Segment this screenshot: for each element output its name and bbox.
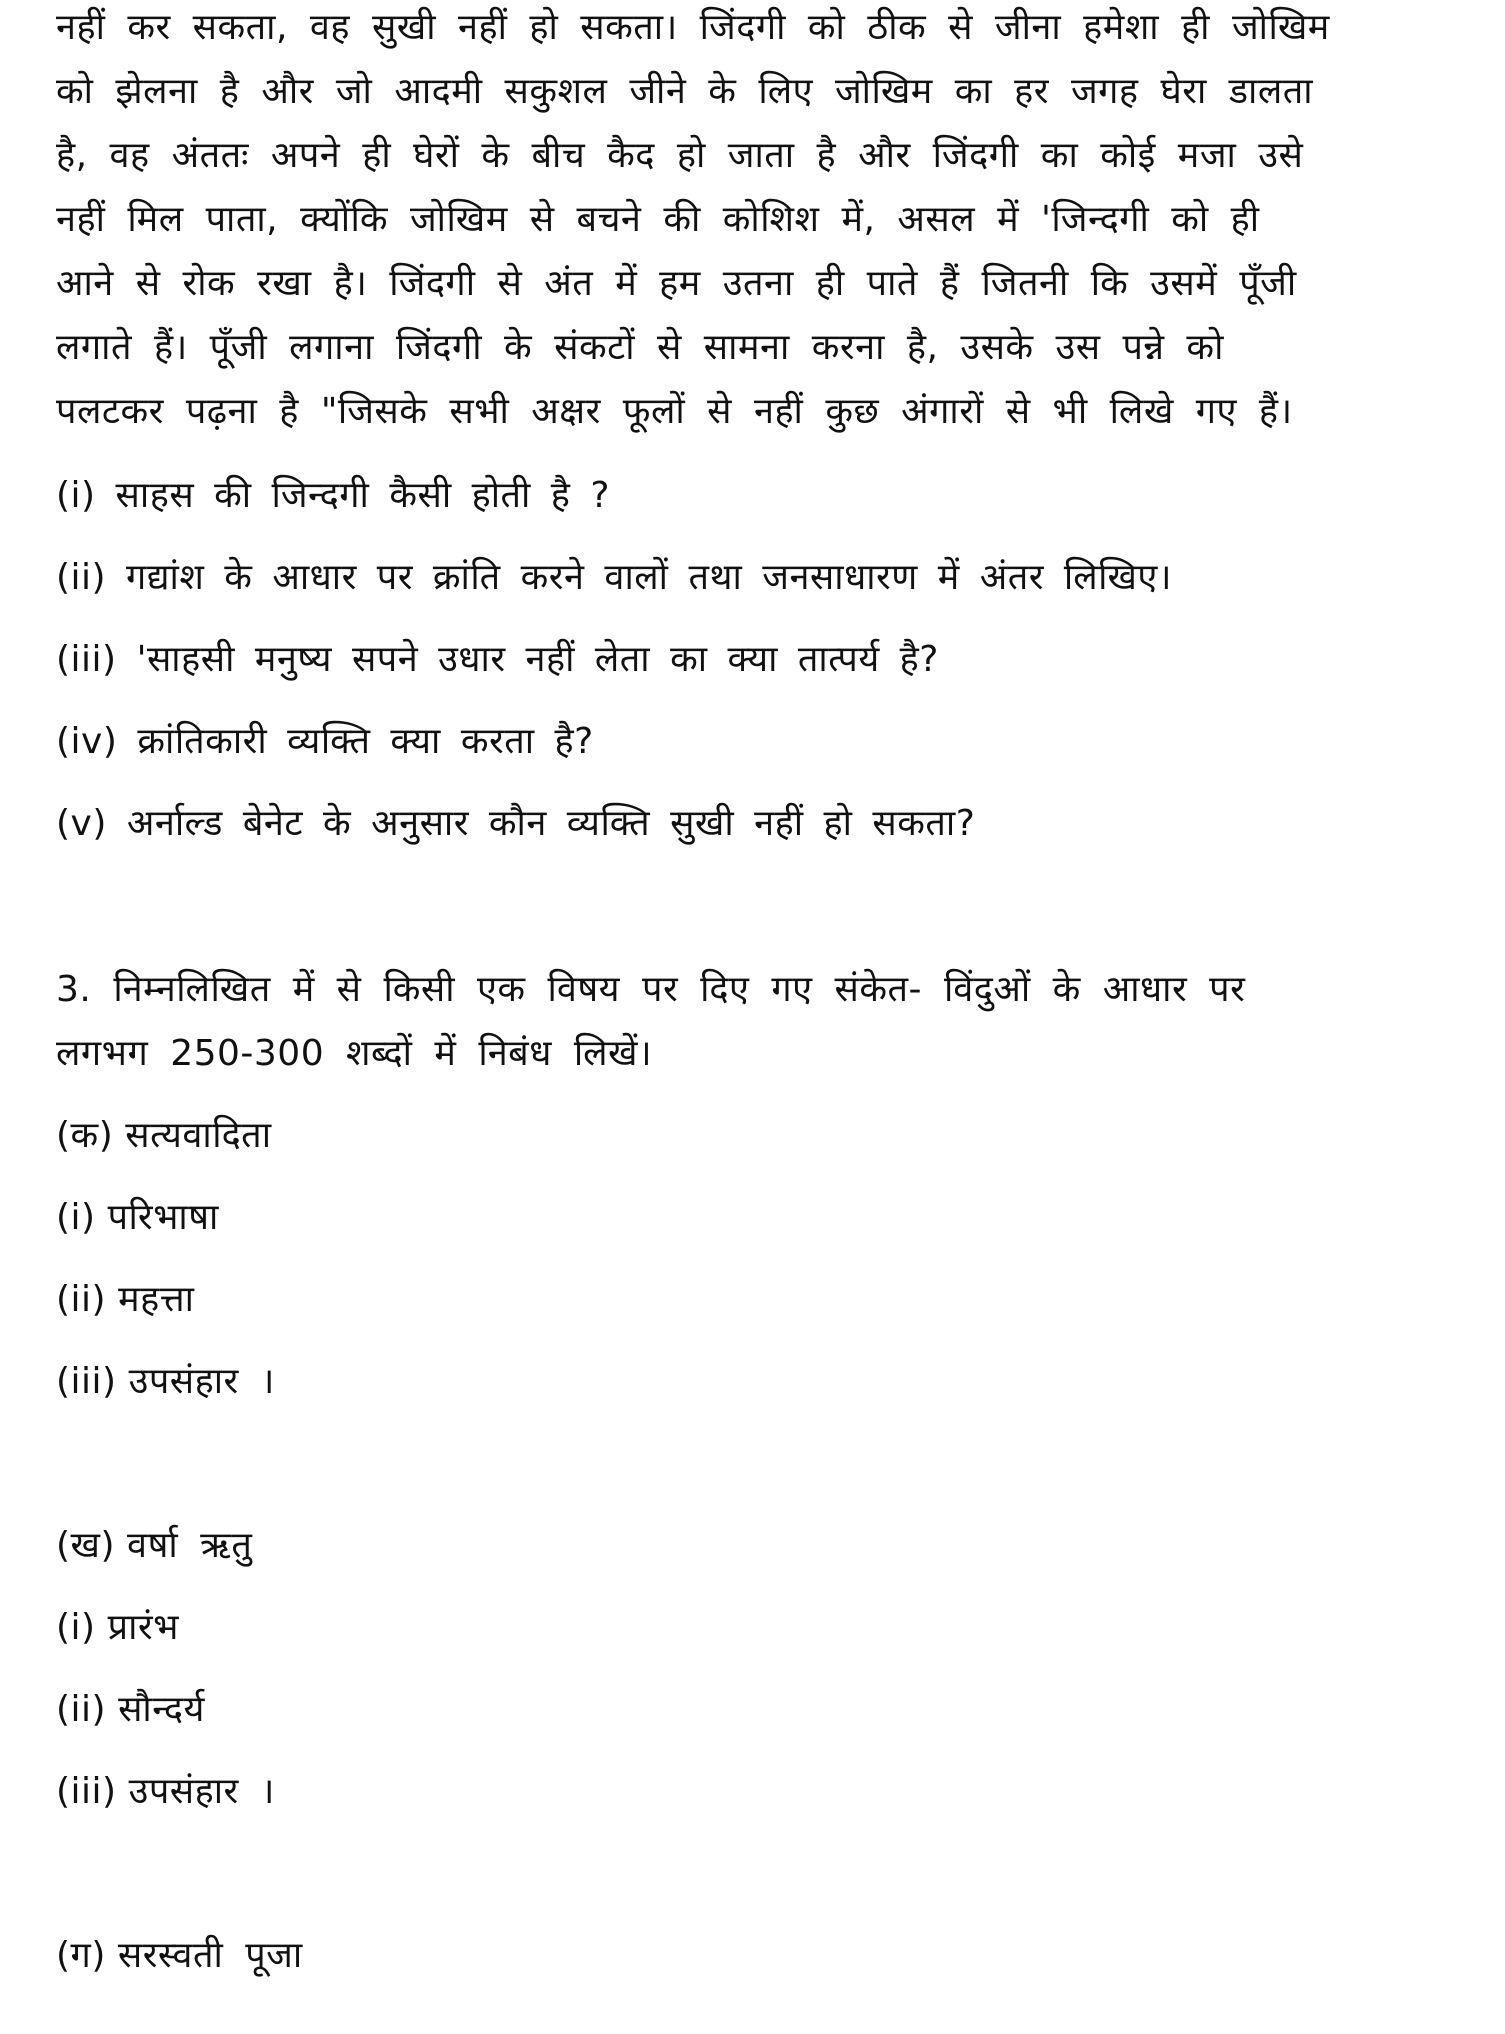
section-3-instruction bbox=[56, 966, 1245, 1014]
question-item bbox=[56, 800, 975, 848]
point-text: उपसंहार । bbox=[128, 1771, 275, 1812]
topic-title: वर्षा ऋतु bbox=[127, 1525, 253, 1566]
passage-line: लगाते हैं। पूँजी लगाना जिंदगी के संकटों से सामना करना है, उसके उस पन्ने को bbox=[56, 327, 1224, 368]
topic-point bbox=[56, 1276, 194, 1324]
question-label: (ii) bbox=[56, 557, 107, 598]
passage-line: आने से रोक रखा है। जिंदगी से अंत में हम उतना ही पाते हैं जितनी कि उसमें पूँजी bbox=[56, 263, 1297, 304]
question-text: गद्यांश के आधार पर क्रांति करने वालों तथा जनसाधारण में अंतर लिखिए। bbox=[126, 557, 1172, 598]
question-text: साहस की जिन्दगी कैसी होती है ? bbox=[115, 475, 610, 516]
question-label: (iii) bbox=[56, 639, 117, 680]
question-label: (i) bbox=[56, 475, 96, 516]
essay-topic-title bbox=[56, 1522, 252, 1570]
essay-topic-title bbox=[56, 1112, 272, 1160]
point-label: (ii) bbox=[56, 1279, 107, 1320]
question-item bbox=[56, 554, 1172, 602]
point-text: परिभाषा bbox=[107, 1197, 219, 1238]
point-label: (i) bbox=[56, 1607, 96, 1648]
topic-point bbox=[56, 1358, 275, 1406]
topic-point bbox=[56, 1194, 219, 1242]
topic-point bbox=[56, 1686, 205, 1734]
point-text: महत्ता bbox=[118, 1279, 195, 1320]
point-text: प्रारंभ bbox=[107, 1607, 179, 1648]
point-label: (iii) bbox=[56, 1361, 117, 1402]
question-text: क्रांतिकारी व्यक्ति क्या करता है? bbox=[137, 721, 594, 762]
passage-line: को झेलना है और जो आदमी सकुशल जीने के लिए जोखिम का हर जगह घेरा डालता bbox=[56, 71, 1314, 112]
question-label: (iv) bbox=[56, 721, 118, 762]
point-text: उपसंहार । bbox=[128, 1361, 275, 1402]
point-label: (iii) bbox=[56, 1771, 117, 1812]
point-label: (i) bbox=[56, 1197, 96, 1238]
topic-title: सत्यवादिता bbox=[125, 1115, 272, 1156]
section-number: 3. bbox=[56, 969, 92, 1010]
topic-point bbox=[56, 1604, 179, 1652]
question-label: (v) bbox=[56, 803, 107, 844]
topic-title: सरस्वती पूजा bbox=[117, 1935, 303, 1976]
point-label: (ii) bbox=[56, 1689, 107, 1730]
section-3-instruction-cont: लगभग 250-300 शब्दों में निबंध लिखें। bbox=[56, 1033, 653, 1074]
essay-topic-title bbox=[56, 1932, 303, 1980]
topic-label: (क) bbox=[56, 1115, 114, 1156]
question-text: अर्नाल्ड बेनेट के अनुसार कौन व्यक्ति सुखी नहीं हो सकता? bbox=[126, 803, 976, 844]
point-text: सौन्दर्य bbox=[118, 1689, 205, 1730]
passage-line: नहीं मिल पाता, क्योंकि जोखिम से बचने की कोशिश में, असल में 'जिन्दगी को ही bbox=[56, 199, 1260, 240]
passage-line: नहीं कर सकता, वह सुखी नहीं हो सकता। जिंदगी को ठीक से जीना हमेशा ही जोखिम bbox=[56, 7, 1330, 48]
question-text: 'साहसी मनुष्य सपने उधार नहीं लेता का क्या तात्पर्य है? bbox=[136, 639, 939, 680]
topic-point bbox=[56, 1768, 275, 1816]
passage-line: है, वह अंततः अपने ही घेरों के बीच कैद हो जाता है और जिंदगी का कोई मजा उसे bbox=[56, 135, 1304, 176]
passage-line: पलटकर पढ़ना है "जिसके सभी अक्षर फूलों से नहीं कुछ अंगारों से भी लिखे गए हैं। bbox=[56, 391, 1293, 432]
question-item bbox=[56, 472, 610, 520]
question-item bbox=[56, 718, 594, 766]
topic-label: (ग) bbox=[56, 1935, 106, 1976]
topic-label: (ख) bbox=[56, 1525, 116, 1566]
question-item bbox=[56, 636, 939, 684]
instruction-text: निम्नलिखित में से किसी एक विषय पर दिए गए संकेत- विंदुओं के आधार पर bbox=[113, 969, 1246, 1010]
